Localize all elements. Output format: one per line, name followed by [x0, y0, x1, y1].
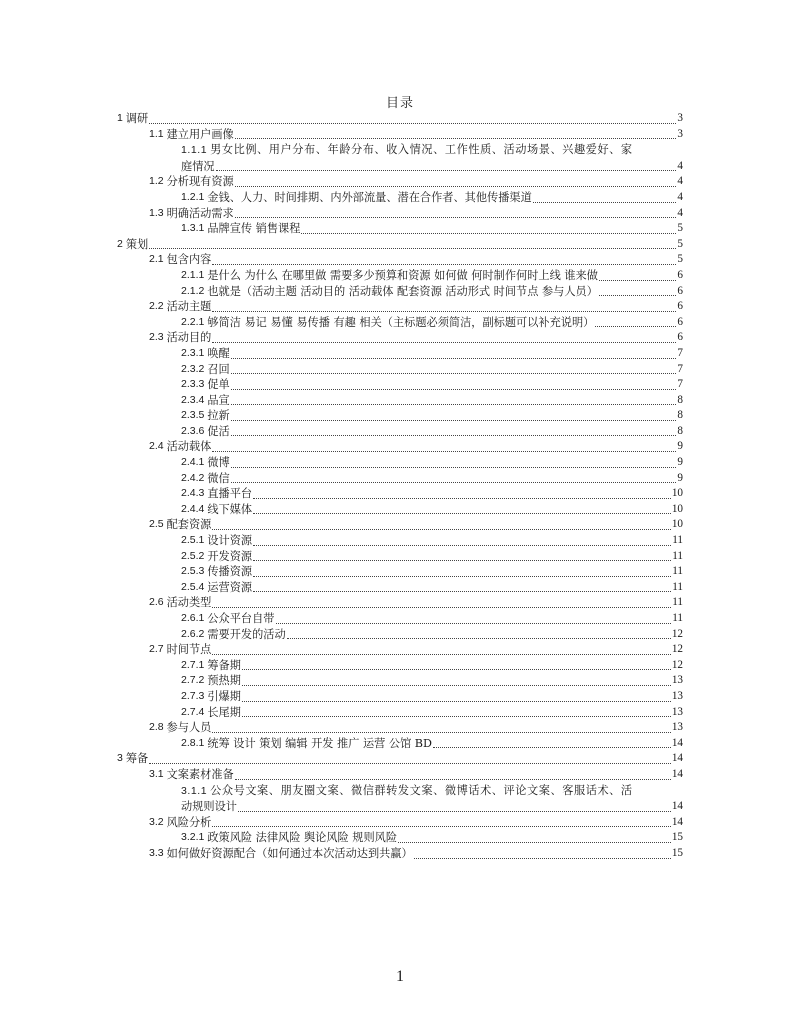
- toc-entry-2-1-1[interactable]: [117, 268, 683, 284]
- toc-entry-page: 14: [671, 800, 683, 813]
- toc-entry-page: 10: [671, 487, 683, 500]
- dot-leader: [212, 595, 671, 611]
- toc-title: 目录: [385, 96, 414, 111]
- toc-entry-page: 6: [677, 315, 683, 328]
- toc-entry-page: 3: [677, 112, 683, 124]
- toc-entry-2-2-1[interactable]: [117, 315, 683, 331]
- toc-entry-page: 12: [671, 643, 683, 656]
- toc-entry-page: 8: [677, 393, 683, 406]
- toc-entry-page: 5: [677, 253, 683, 266]
- toc-entry-title: 包含内容: [166, 253, 212, 267]
- toc-entry-page: 10: [671, 502, 683, 515]
- toc-entry-title: 时间节点: [166, 643, 212, 657]
- toc-entry-number: 2.1.2: [181, 284, 205, 297]
- toc-entry-page: 13: [671, 721, 683, 734]
- toc-entry-page: 13: [671, 674, 683, 687]
- toc-entry-number: 1.1: [149, 127, 164, 140]
- toc-entry-title: 是什么 为什么 在哪里做 需要多少预算和资源 如何做 何时制作何时上线 谁来做: [207, 268, 598, 282]
- toc-entry-page: 11: [672, 534, 683, 547]
- toc-entry-page: 12: [671, 627, 683, 640]
- toc-entry-number: 1.2.1: [181, 190, 205, 203]
- toc-entry-number: 3.3: [149, 846, 164, 859]
- dot-leader: [231, 455, 676, 471]
- toc-entry-title: 开发资源: [207, 549, 253, 563]
- toc-entry-title: 活动目的: [166, 331, 212, 345]
- toc-entry-number: 1.1.1: [181, 144, 208, 157]
- toc-entry-2-1-2[interactable]: [117, 284, 683, 300]
- toc-entry-page: 14: [671, 736, 683, 749]
- toc-entry-page: 11: [672, 596, 683, 609]
- toc-entry-page: 7: [677, 346, 683, 359]
- toc-entry-title: 设计资源: [207, 534, 253, 548]
- toc-entry-title: 线下媒体: [207, 502, 253, 516]
- toc-entry-number: 2.1: [149, 253, 164, 266]
- dot-leader: [235, 767, 671, 783]
- toc-entry-1-2-1[interactable]: [117, 190, 683, 206]
- toc-entry-title: 预热期: [207, 674, 241, 688]
- toc-entry-page: 11: [672, 549, 683, 562]
- toc-entry-page: 9: [677, 440, 683, 453]
- toc-entry-1-1-1[interactable]: [117, 142, 683, 174]
- toc-entry-number: 2.2: [149, 300, 164, 313]
- toc-entry-page: 4: [677, 190, 683, 203]
- dot-leader: [235, 127, 676, 143]
- dot-leader: [599, 284, 676, 300]
- toc-entry-2-8-1[interactable]: [117, 736, 683, 752]
- dot-leader: [242, 658, 671, 674]
- dot-leader: [231, 346, 676, 362]
- toc-entry-number: 2: [117, 237, 123, 250]
- toc-entry-title: 长尾期: [207, 705, 241, 719]
- page-number: 1: [396, 968, 404, 985]
- dot-leader: [235, 174, 676, 190]
- toc-entry-2-5-2[interactable]: [117, 549, 683, 565]
- toc-entry-number: 2.6.1: [181, 612, 205, 624]
- toc-entry-number: 2.8.1: [181, 736, 205, 749]
- dot-leader: [301, 221, 676, 237]
- toc-entry-title: 统筹 设计 策划 编辑 开发 推广 运营 公馆 BD: [207, 736, 433, 750]
- toc-entry-2-3[interactable]: [117, 330, 683, 346]
- toc-entry-page: 9: [677, 471, 683, 484]
- toc-entry-page: 13: [671, 705, 683, 718]
- toc-entry-title: 公众号文案、朋友圈文案、微信群转发文案、微博话术、评论文案、客服话术、活: [210, 783, 633, 797]
- dot-leader: [287, 627, 671, 643]
- toc-entry-number: 2.5: [149, 518, 164, 531]
- toc-entry-title: 需要开发的活动: [207, 627, 286, 641]
- toc-entry-page: 5: [677, 222, 683, 235]
- toc-entry-1-2[interactable]: [117, 174, 683, 190]
- dot-leader: [238, 799, 671, 815]
- toc-entry-2-4[interactable]: [117, 439, 683, 455]
- toc-entry-2-1[interactable]: [117, 252, 683, 268]
- toc-entry-1-1[interactable]: [117, 127, 683, 143]
- toc-entry-number: 2.3.3: [181, 378, 205, 391]
- toc-entry-number: 2.3.6: [181, 424, 205, 437]
- toc-entry-title: 金钱、人力、时间排期、内外部流量、潜在合作者、其他传播渠道: [207, 190, 532, 204]
- toc-entry-page: 14: [671, 767, 683, 780]
- toc-entry-number: 2.4.2: [181, 471, 205, 484]
- toc-entry-2-7[interactable]: [117, 642, 683, 658]
- toc-entry-number: 1.3: [149, 206, 164, 219]
- toc-entry-page: 4: [677, 175, 683, 188]
- toc-entry-title-continued: 庭情况: [181, 159, 215, 173]
- dot-leader: [149, 111, 676, 127]
- toc-entry-1-3-1[interactable]: [117, 221, 683, 237]
- toc-entry-2-3-4[interactable]: [117, 393, 683, 409]
- dot-leader: [253, 533, 671, 549]
- toc-entry-2-6-2[interactable]: [117, 627, 683, 643]
- toc-entry-page: 4: [677, 159, 683, 172]
- toc-entry-number: 2.7: [149, 643, 164, 656]
- dot-leader: [231, 424, 676, 440]
- toc-entry-title: 筹备期: [207, 658, 241, 672]
- toc-entry-number: 2.4.3: [181, 487, 205, 500]
- table-of-contents: [117, 111, 683, 862]
- toc-entry-2-7-3[interactable]: [117, 689, 683, 705]
- toc-entry-title: 活动载体: [166, 440, 212, 454]
- toc-entry-page: 7: [677, 378, 683, 391]
- dot-leader: [212, 642, 670, 658]
- toc-entry-number: 2.8: [149, 721, 164, 734]
- toc-entry-page: 5: [677, 237, 683, 250]
- toc-entry-number: 1: [117, 112, 123, 124]
- toc-entry-page: 11: [672, 565, 683, 578]
- toc-entry-number: 2.5.3: [181, 565, 205, 578]
- toc-entry-title: 配套资源: [166, 518, 212, 532]
- dot-leader: [242, 673, 671, 689]
- toc-entry-title: 微博: [207, 456, 230, 470]
- dot-leader: [242, 705, 671, 721]
- toc-entry-title: 分析现有资源: [166, 175, 234, 189]
- toc-entry-title: 明确活动需求: [166, 206, 234, 220]
- toc-entry-title: 如何做好资源配合（如何通过本次活动达到共赢）: [166, 846, 413, 860]
- dot-leader: [212, 439, 676, 455]
- toc-entry-number: 2.7.1: [181, 658, 205, 671]
- dot-leader: [253, 502, 671, 518]
- dot-leader: [216, 159, 676, 175]
- toc-entry-2-8[interactable]: [117, 720, 683, 736]
- toc-entry-title: 调研: [125, 112, 149, 125]
- toc-entry-page: 6: [677, 300, 683, 313]
- dot-leader: [212, 299, 676, 315]
- toc-entry-2-4-3[interactable]: [117, 486, 683, 502]
- toc-entry-page: 6: [677, 268, 683, 281]
- toc-entry-title: 公众平台自带: [207, 612, 275, 625]
- toc-entry-page: 13: [671, 689, 683, 702]
- toc-entry-number: 2.5.2: [181, 549, 205, 562]
- toc-entry-title: 直播平台: [207, 487, 253, 501]
- toc-entry-2[interactable]: [117, 237, 683, 253]
- dot-leader: [212, 252, 676, 268]
- toc-entry-title: 筹备: [125, 752, 149, 766]
- toc-entry-line-1: [181, 142, 683, 159]
- toc-entry-title: 参与人员: [166, 721, 212, 735]
- toc-entry-2-2[interactable]: [117, 299, 683, 315]
- toc-entry-2-4-2[interactable]: [117, 471, 683, 487]
- toc-entry-number: 2.3.2: [181, 362, 205, 375]
- toc-entry-3[interactable]: [117, 751, 683, 767]
- toc-entry-page: 4: [677, 206, 683, 219]
- dot-leader: [414, 846, 671, 862]
- toc-entry-number: 2.4.4: [181, 502, 205, 515]
- toc-entry-title: 男女比例、用户分布、年龄分布、收入情况、工作性质、活动场景、兴趣爱好、家: [210, 143, 633, 157]
- dot-leader: [533, 190, 676, 206]
- dot-leader: [276, 611, 672, 627]
- toc-entry-number: 2.3.1: [181, 346, 205, 359]
- toc-entry-title: 促单: [207, 378, 230, 392]
- toc-entry-2-7-4[interactable]: [117, 705, 683, 721]
- toc-entry-2-3-6[interactable]: [117, 424, 683, 440]
- toc-entry-title: 唤醒: [207, 346, 230, 360]
- toc-entry-title: 活动类型: [166, 596, 212, 610]
- toc-entry-page: 6: [677, 331, 683, 344]
- toc-entry-3-1-1[interactable]: [117, 783, 683, 815]
- toc-entry-number: 2.1.1: [181, 268, 205, 281]
- toc-entry-1[interactable]: [117, 111, 683, 127]
- dot-leader: [433, 736, 671, 752]
- toc-entry-title: 策划: [125, 237, 149, 251]
- toc-entry-number: 3: [117, 752, 123, 765]
- dot-leader: [253, 580, 671, 596]
- toc-entry-2-6[interactable]: [117, 595, 683, 611]
- dot-leader: [235, 206, 676, 222]
- dot-leader: [149, 237, 676, 253]
- dot-leader: [212, 330, 676, 346]
- dot-leader: [231, 408, 676, 424]
- toc-entry-number: 2.2.1: [181, 315, 205, 328]
- toc-entry-page: 11: [672, 580, 683, 593]
- toc-entry-2-7-1[interactable]: [117, 658, 683, 674]
- toc-entry-page: 15: [671, 831, 683, 844]
- toc-entry-title: 建立用户画像: [166, 127, 234, 141]
- toc-entry-2-5-3[interactable]: [117, 564, 683, 580]
- dot-leader: [242, 689, 671, 705]
- toc-entry-page: 9: [677, 456, 683, 469]
- toc-entry-title: 品宣: [207, 393, 230, 407]
- toc-entry-number: 3.1.1: [181, 784, 208, 797]
- toc-entry-page: 7: [677, 362, 683, 375]
- toc-entry-title: 运营资源: [207, 580, 253, 594]
- toc-entry-title: 微信: [207, 471, 230, 485]
- toc-entry-2-3-2[interactable]: [117, 362, 683, 378]
- toc-entry-2-5-4[interactable]: [117, 580, 683, 596]
- toc-entry-3-1[interactable]: [117, 767, 683, 783]
- toc-entry-title: 风险分析: [166, 815, 212, 829]
- toc-entry-page: 15: [671, 846, 683, 859]
- toc-entry-2-5[interactable]: [117, 517, 683, 533]
- dot-leader: [253, 549, 671, 565]
- toc-entry-page: 10: [671, 518, 683, 531]
- toc-entry-title: 文案素材准备: [166, 767, 234, 781]
- toc-entry-2-4-4[interactable]: [117, 502, 683, 518]
- toc-entry-title: 传播资源: [207, 565, 253, 579]
- toc-entry-title: 促活: [207, 424, 230, 438]
- toc-entry-title: 政策风险 法律风险 舆论风险 规则风险: [207, 831, 398, 845]
- toc-entry-page: 11: [672, 612, 683, 624]
- toc-entry-number: 3.2.1: [181, 831, 205, 844]
- toc-entry-3-2[interactable]: [117, 815, 683, 831]
- toc-entry-number: 1.2: [149, 175, 164, 188]
- toc-entry-number: 2.5.4: [181, 580, 205, 593]
- toc-entry-number: 2.6: [149, 596, 164, 609]
- toc-entry-number: 2.7.4: [181, 705, 205, 718]
- toc-entry-title: 品牌宣传 销售课程: [207, 222, 301, 236]
- toc-entry-number: 2.4: [149, 440, 164, 453]
- toc-entry-page: 12: [671, 658, 683, 671]
- toc-entry-title: 够简洁 易记 易懂 易传播 有趣 相关（主标题必须简洁，副标题可以补充说明）: [207, 315, 595, 329]
- toc-entry-number: 2.3.4: [181, 393, 205, 406]
- toc-entry-page: 14: [671, 752, 683, 765]
- toc-entry-number: 3.2: [149, 815, 164, 828]
- toc-entry-2-3-3[interactable]: [117, 377, 683, 393]
- dot-leader: [231, 471, 676, 487]
- dot-leader: [149, 751, 671, 767]
- toc-entry-number: 2.3.5: [181, 409, 205, 422]
- toc-entry-number: 2.4.1: [181, 456, 205, 469]
- toc-entry-title: 拉新: [207, 409, 230, 423]
- toc-entry-title: 召回: [207, 362, 230, 376]
- dot-leader: [231, 393, 676, 409]
- dot-leader: [212, 815, 670, 831]
- dot-leader: [253, 564, 671, 580]
- dot-leader: [231, 362, 676, 378]
- toc-entry-title: 引爆期: [207, 689, 241, 703]
- toc-entry-page: 3: [677, 127, 683, 140]
- toc-entry-2-6-1[interactable]: [117, 611, 683, 627]
- dot-leader: [599, 268, 676, 284]
- toc-entry-number: 2.3: [149, 331, 164, 344]
- toc-entry-3-2-1[interactable]: [117, 830, 683, 846]
- dot-leader: [212, 720, 670, 736]
- toc-entry-2-7-2[interactable]: [117, 673, 683, 689]
- toc-entry-2-3-5[interactable]: [117, 408, 683, 424]
- toc-entry-page: 8: [677, 409, 683, 422]
- toc-entry-line-1: [181, 783, 683, 800]
- toc-entry-2-4-1[interactable]: [117, 455, 683, 471]
- toc-entry-number: 3.1: [149, 767, 164, 780]
- toc-entry-number: 2.5.1: [181, 534, 205, 547]
- toc-entry-number: 2.6.2: [181, 627, 205, 640]
- toc-entry-2-5-1[interactable]: [117, 533, 683, 549]
- dot-leader: [212, 517, 670, 533]
- toc-entry-number: 2.7.2: [181, 674, 205, 687]
- toc-entry-page: 8: [677, 424, 683, 437]
- toc-entry-1-3[interactable]: [117, 206, 683, 222]
- dot-leader: [231, 377, 676, 393]
- toc-entry-title: 也就是（活动主题 活动目的 活动载体 配套资源 活动形式 时间节点 参与人员）: [207, 284, 598, 298]
- dot-leader: [253, 486, 671, 502]
- toc-entry-number: 2.7.3: [181, 689, 205, 702]
- toc-entry-title-continued: 动规则设计: [181, 800, 237, 814]
- dot-leader: [398, 830, 671, 846]
- toc-entry-line-2: [181, 799, 683, 815]
- toc-entry-page: 6: [677, 284, 683, 297]
- dot-leader: [595, 315, 676, 331]
- toc-entry-title: 活动主题: [166, 300, 212, 314]
- toc-entry-page: 14: [671, 815, 683, 828]
- toc-entry-2-3-1[interactable]: [117, 346, 683, 362]
- toc-entry-3-3[interactable]: [117, 846, 683, 862]
- toc-entry-line-2: [181, 159, 683, 175]
- toc-entry-number: 1.3.1: [181, 222, 205, 235]
